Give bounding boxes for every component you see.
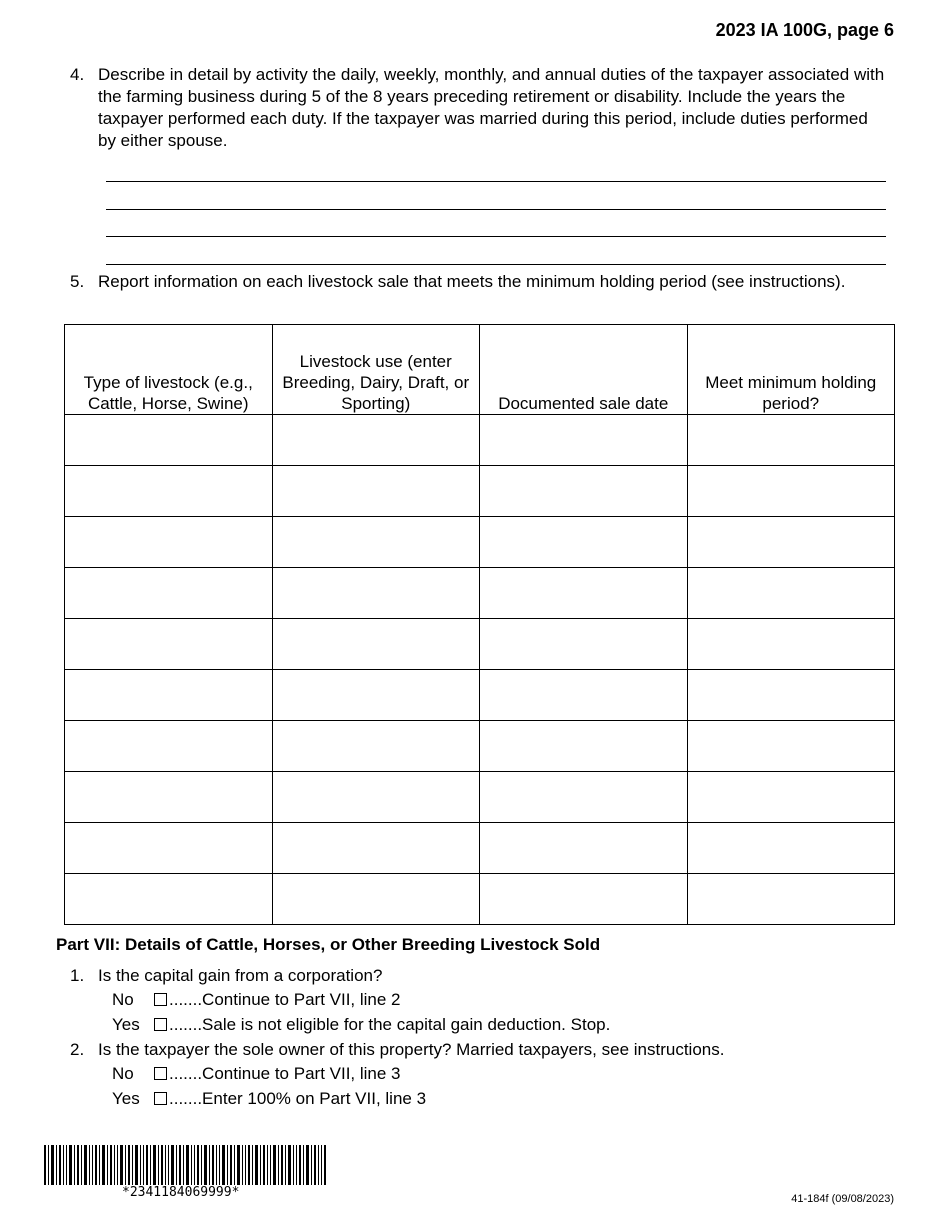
table-cell[interactable]: [687, 874, 895, 925]
table-cell[interactable]: [65, 670, 273, 721]
option-text: .......Enter 100% on Part VII, line 3: [169, 1089, 427, 1108]
table-cell[interactable]: [480, 517, 688, 568]
option-label: No: [112, 1064, 134, 1083]
table-row: [65, 772, 895, 823]
table-cell[interactable]: [687, 415, 895, 466]
answer-line[interactable]: [106, 209, 886, 210]
table-cell[interactable]: [272, 517, 480, 568]
part7-q1-option-no: [112, 989, 401, 1011]
table-row: [65, 874, 895, 925]
option-text: .......Sale is not eligible for the capital gain deduction. Stop.: [169, 1015, 611, 1034]
page-header: 2023 IA 100G, page 6: [715, 20, 894, 40]
question-number: 2.: [70, 1040, 85, 1059]
table-cell[interactable]: [687, 568, 895, 619]
column-header-use: Livestock use (enter Breeding, Dairy, Draft, or Sporting): [272, 325, 480, 415]
table-row: [65, 415, 895, 466]
barcode-icon: [44, 1145, 326, 1185]
table-cell[interactable]: [272, 568, 480, 619]
table-cell[interactable]: [480, 466, 688, 517]
table-cell[interactable]: [65, 823, 273, 874]
table-cell[interactable]: [480, 721, 688, 772]
table-cell[interactable]: [65, 415, 273, 466]
table-cell[interactable]: [480, 874, 688, 925]
table-cell[interactable]: [480, 619, 688, 670]
table-cell[interactable]: [272, 823, 480, 874]
form-number: 41-184f (09/08/2023): [791, 1193, 894, 1205]
table-cell[interactable]: [480, 415, 688, 466]
answer-line[interactable]: [106, 181, 886, 182]
question-5: [70, 271, 890, 293]
part-7-title: Part VII: Details of Cattle, Horses, or Other Breeding Livestock Sold: [56, 935, 601, 954]
barcode-number: *2341184069999*: [122, 1185, 240, 1200]
option-text: .......Continue to Part VII, line 3: [169, 1064, 401, 1083]
question-text: Is the capital gain from a corporation?: [98, 966, 383, 985]
table-row: [65, 823, 895, 874]
table-cell[interactable]: [687, 517, 895, 568]
table-cell[interactable]: [687, 466, 895, 517]
table-cell[interactable]: [687, 670, 895, 721]
table-row: [65, 721, 895, 772]
answer-line[interactable]: [106, 264, 886, 265]
checkbox-yes[interactable]: [154, 1018, 167, 1031]
table-cell[interactable]: [272, 772, 480, 823]
table-cell[interactable]: [65, 619, 273, 670]
table-cell[interactable]: [480, 568, 688, 619]
table-cell[interactable]: [65, 517, 273, 568]
part7-q2-option-no: [112, 1063, 401, 1085]
part7-question-2: [70, 1039, 890, 1061]
table-header-row: [65, 325, 895, 415]
option-label: No: [112, 990, 134, 1009]
table-cell[interactable]: [272, 619, 480, 670]
checkbox-no[interactable]: [154, 1067, 167, 1080]
table-row: [65, 670, 895, 721]
question-text: Is the taxpayer the sole owner of this property? Married taxpayers, see instructions.: [98, 1040, 725, 1059]
table-cell[interactable]: [272, 670, 480, 721]
table-cell[interactable]: [272, 874, 480, 925]
column-header-sale-date: Documented sale date: [480, 325, 688, 415]
option-label: Yes: [112, 1015, 140, 1034]
table-cell[interactable]: [65, 721, 273, 772]
question-number: 1.: [70, 966, 85, 985]
question-4: [70, 64, 890, 152]
answer-line[interactable]: [106, 236, 886, 237]
column-header-holding-period: Meet minimum holding period?: [687, 325, 895, 415]
option-label: Yes: [112, 1089, 140, 1108]
column-header-type: Type of livestock (e.g., Cattle, Horse, Swine): [65, 325, 273, 415]
checkbox-no[interactable]: [154, 993, 167, 1006]
table-cell[interactable]: [65, 466, 273, 517]
question-number: 4.: [70, 65, 85, 84]
table-cell[interactable]: [480, 823, 688, 874]
table-cell[interactable]: [272, 415, 480, 466]
table-row: [65, 466, 895, 517]
table-cell[interactable]: [687, 772, 895, 823]
part7-q2-option-yes: [112, 1088, 426, 1110]
table-cell[interactable]: [65, 874, 273, 925]
table-row: [65, 517, 895, 568]
table-cell[interactable]: [480, 670, 688, 721]
table-cell[interactable]: [687, 619, 895, 670]
table-cell[interactable]: [687, 721, 895, 772]
question-number: 5.: [70, 272, 85, 291]
table-row: [65, 568, 895, 619]
table-row: [65, 619, 895, 670]
question-text: Describe in detail by activity the daily, weekly, monthly, and annual duties of the taxpayer associated with the farming business during 5 of the 8 years preceding retirement or disability. Include the years the taxpayer performed each duty. If the taxpayer was married during this period, include duties performed by either spouse.: [98, 65, 885, 150]
checkbox-yes[interactable]: [154, 1092, 167, 1105]
table-cell[interactable]: [65, 772, 273, 823]
table-cell[interactable]: [272, 466, 480, 517]
table-cell[interactable]: [687, 823, 895, 874]
option-text: .......Continue to Part VII, line 2: [169, 990, 401, 1009]
table-cell[interactable]: [65, 568, 273, 619]
part7-q1-option-yes: [112, 1014, 610, 1036]
question-text: Report information on each livestock sale that meets the minimum holding period (see instructions).: [98, 272, 846, 291]
part7-question-1: [70, 965, 890, 987]
table-cell[interactable]: [480, 772, 688, 823]
table-cell[interactable]: [272, 721, 480, 772]
livestock-sales-table: [64, 324, 895, 925]
